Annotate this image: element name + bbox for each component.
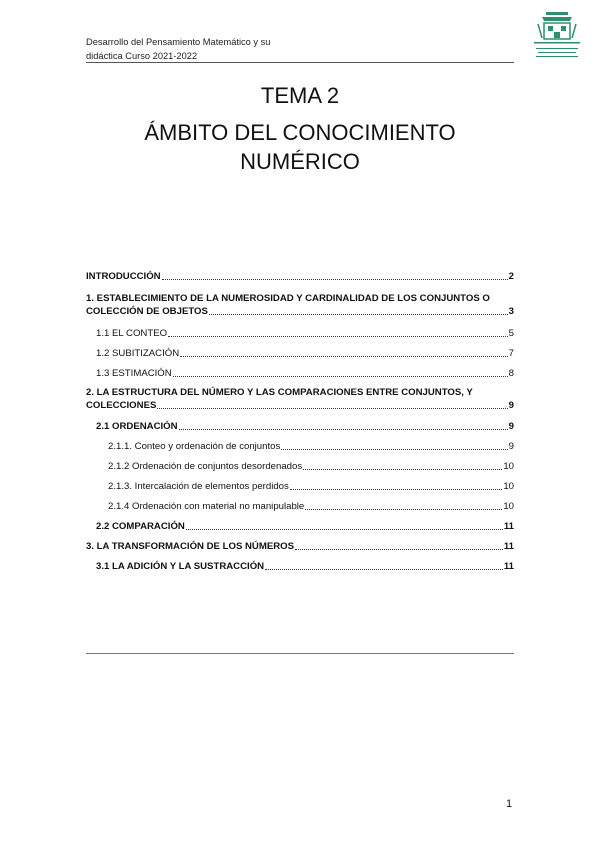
running-header (86, 36, 270, 63)
toc-entry-2-1-1[interactable] (108, 440, 514, 453)
toc-entry-2-2[interactable] (96, 520, 514, 533)
toc-entry-label: 1.1 EL CONTEO (96, 328, 168, 339)
toc-page-number: 11 (503, 521, 514, 532)
toc-leader (281, 448, 507, 450)
toc-entry-label: 2.1.4 Ordenación con material no manipulable (108, 501, 305, 512)
toc-entry-section-2[interactable] (86, 386, 514, 412)
toc-leader (162, 278, 508, 280)
toc-page-number: 5 (508, 328, 514, 339)
toc-entry-1-1[interactable] (96, 327, 514, 340)
page-number: 1 (506, 798, 513, 810)
toc-entry-2-1-2[interactable] (108, 460, 514, 473)
toc-page-number: 3 (508, 306, 514, 317)
toc-page-number: 9 (508, 400, 514, 411)
footer-divider (86, 653, 514, 654)
subtitle-line-2: NUMÉRICO (240, 149, 360, 174)
toc-entry-label: 2.1.1. Conteo y ordenación de conjuntos (108, 441, 281, 452)
toc-leader (157, 407, 507, 409)
toc-leader (295, 548, 503, 550)
toc-entry-section-3[interactable] (86, 540, 514, 553)
toc-entry-2-1-3[interactable] (108, 480, 514, 493)
toc-page-number: 9 (508, 421, 514, 432)
toc-page-number: 10 (503, 501, 514, 512)
toc-leader (173, 375, 508, 377)
toc-entry-label: 2.2 COMPARACIÓN (96, 521, 185, 532)
toc-leader (179, 428, 508, 430)
toc-leader (305, 508, 502, 510)
toc-page-number: 11 (503, 561, 514, 572)
toc-page-number: 7 (508, 348, 514, 359)
header-line-1: Desarrollo del Pensamiento Matemático y su (86, 37, 271, 47)
toc-leader (180, 355, 507, 357)
toc-leader (265, 568, 503, 570)
toc-page-number: 2 (508, 271, 514, 282)
toc-entry-label: 1.3 ESTIMACIÓN (96, 368, 172, 379)
toc-leader (303, 468, 502, 470)
toc-page-number: 11 (503, 541, 514, 552)
toc-entry-label: 2.1.2 Ordenación de conjuntos desordenados (108, 461, 303, 472)
toc-entry-label-continued: COLECCIONES (86, 400, 157, 411)
toc-leader (186, 528, 503, 530)
subtitle-line-1: ÁMBITO DEL CONOCIMIENTO (144, 120, 456, 145)
toc-entry-2-1[interactable] (96, 420, 514, 433)
toc-entry-label: 2.1.3. Intercalación de elementos perdidos (108, 481, 289, 492)
toc-entry-label-continued: COLECCIÓN DE OBJETOS (86, 306, 208, 317)
toc-leader (168, 335, 508, 337)
toc-entry-2-1-4[interactable] (108, 500, 514, 513)
toc-page-number: 9 (508, 441, 514, 452)
toc-entry-label: 3. LA TRANSFORMACIÓN DE LOS NÚMEROS (86, 541, 295, 552)
header-line-2: didáctica Curso 2021-2022 (86, 50, 198, 61)
toc-page-number: 10 (503, 481, 514, 492)
toc-entry-label: INTRODUCCIÓN (86, 271, 161, 282)
document-subtitle (86, 118, 514, 176)
toc-entry-introduccion[interactable] (86, 270, 514, 283)
toc-entry-label: 3.1 LA ADICIÓN Y LA SUSTRACCIÓN (96, 561, 265, 572)
toc-entry-label: 1. ESTABLECIMIENTO DE LA NUMEROSIDAD Y CARDINALIDAD DE LOS CONJUNTOS O (86, 293, 490, 304)
toc-entry-label: 1.2 SUBITIZACIÓN (96, 348, 180, 359)
toc-leader (290, 488, 503, 490)
toc-entry-3-1[interactable] (96, 560, 514, 573)
toc-leader (209, 313, 508, 315)
toc-entry-1-3[interactable] (96, 367, 514, 380)
header-divider (86, 62, 514, 63)
toc-entry-1-2[interactable] (96, 347, 514, 360)
toc-page-number: 8 (508, 368, 514, 379)
toc-entry-section-1[interactable] (86, 292, 514, 318)
document-title: TEMA 2 (260, 83, 340, 108)
toc-page-number: 10 (503, 461, 514, 472)
toc-entry-label: 2. LA ESTRUCTURA DEL NÚMERO Y LAS COMPARACIONES ENTRE CONJUNTOS, Y (86, 387, 473, 398)
toc-entry-label: 2.1 ORDENACIÓN (96, 421, 178, 432)
university-crest-icon (526, 8, 588, 70)
